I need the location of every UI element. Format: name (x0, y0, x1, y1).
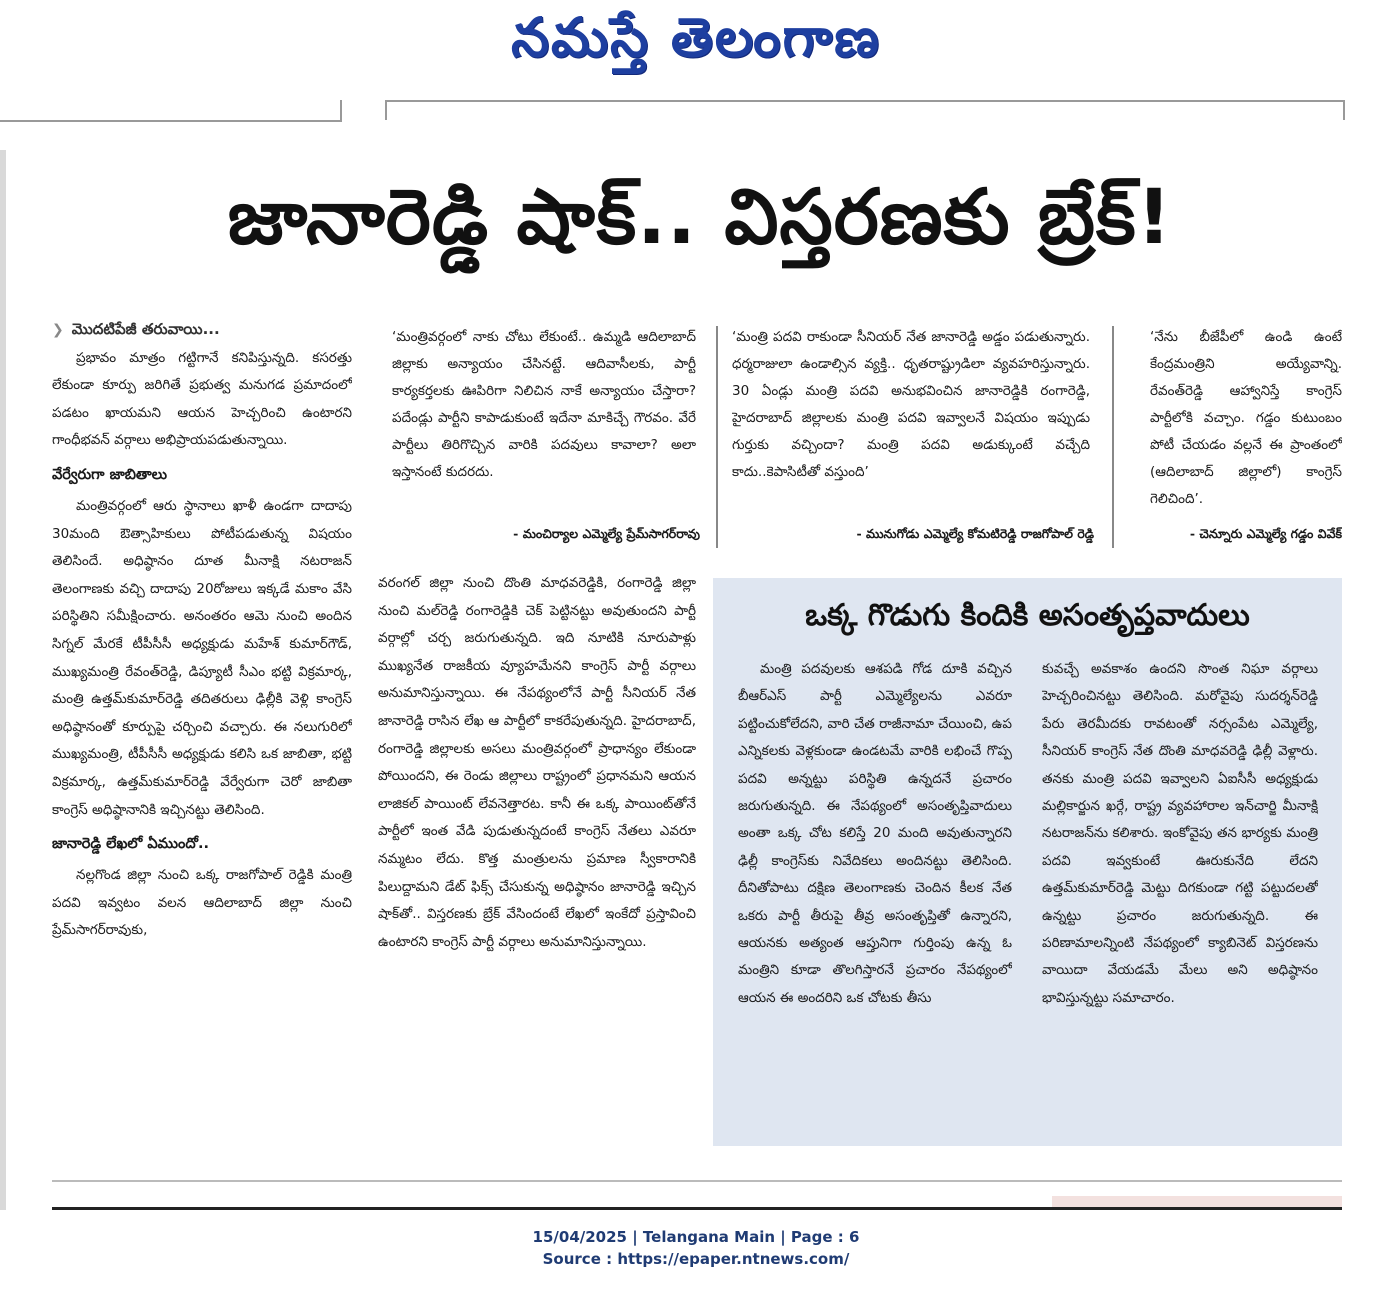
paragraph: వరంగల్ జిల్లా నుంచి దొంతి మాధవరెడ్డికి, రంగారెడ్డి జిల్లా నుంచి మల్‌రెడ్డి రంగారెడ్డికి చెక్ పెట్టినట్టు అవుతుందని పార్టీ వర్గాల్లో చర్చ జరుగుతున్నది. ఇది నూటికి నూరుపాళ్లు ముఖ్యనేత రాజకీయ వ్యూహమేనని కాంగ్రెస్ పార్టీ వర్గాలు అనుమానిస్తున్నాయి. ఈ నేపథ్యంలోనే పార్టీ సీనియర్ నేత జానారెడ్డి రాసిన లేఖ ఆ పార్టీలో కాకరేపుతున్నది. హైదరాబాద్, రంగారెడ్డి జిల్లాలకు అసలు మంత్రివర్గంలో ప్రాధాన్యం లేకుండా పోయిందని, ఈ రెండు జిల్లాలు రాష్ట్రంలో ప్రధానమని ఆయన లాజికల్ పాయింట్ లేవనెత్తారట. కానీ ఈ ఒక్క పాయింట్‌తోనే పార్టీలో ఇంత వేడి పుడుతున్నదంటే కాంగ్రెస్ నేతలు ఎవరూ నమ్మటం లేదు. కొత్త మంత్రులను ప్రమాణ స్వీకారానికి పిలుద్దామని డేట్ ఫిక్స్ చేసుకున్న అధిష్ఠానం జానారెడ్డి ఇచ్చిన షాక్‌తో.. విస్తరణకు బ్రేక్ వేసిందంటే లేఖలో ఇంకేదో ప్రస్తావించి ఉంటారని కాంగ్రెస్ పార్టీ వర్గాలు అనుమానిస్తున్నాయి. (378, 575, 696, 950)
subheading: జానారెడ్డి లేఖలో ఏముందో.. (52, 836, 210, 853)
subheading: వేర్వేరుగా జాబితాలు (52, 466, 168, 483)
left-margin-bar (0, 150, 6, 1210)
quote-block: ‘నేను బీజేపీలో ఉండి ఉంటే కేంద్రమంత్రిని అయ్యేవాన్ని. రేవంత్‌రెడ్డి ఆహ్వానిస్తే కాంగ్రెస్ పార్టీలోకి వచ్చాం. గడ్డం కుటుంబం పోటీ చేయడం వల్లనే ఈ ప్రాంతంలో (ఆదిలాబాద్ జిల్లాలో) కాంగ్రెస్ గెలిచింది’. (1150, 329, 1342, 507)
article-column-1 (52, 316, 352, 1158)
quote-attribution: - మునుగోడు ఎమ్మెల్యే కోమటిరెడ్డి రాజగోపాల్ రెడ్డి (856, 526, 1094, 541)
paragraph: మంత్రివర్గంలో ఆరు స్థానాలు ఖాళీ ఉండగా దాదాపు 30మంది ఔత్సాహికులు పోటీపడుతున్న విషయం తెలిసిందే. అధిష్ఠానం దూత మీనాక్షి నటరాజన్ తెలంగాణకు వచ్చి దాదాపు 20రోజులు ఇక్కడే మకాం వేసి పరిస్థితిని సమీక్షించారు. అనంతరం ఆమె నుంచి అందిన సిగ్నల్ మేరకే టీపీసీసీ అధ్యక్షుడు మహేశ్ కుమార్‌గౌడ్, ముఖ్యమంత్రి రేవంత్‌రెడ్డి, డిప్యూటీ సీఎం భట్టి విక్రమార్క, మంత్రి ఉత్తమ్‌కుమార్‌రెడ్డి తదితరులు ఢిల్లీకి వెళ్లి కాంగ్రెస్ అధిష్ఠానంతో కూర్పుపై చర్చించి వచ్చారు. ఈ నలుగురిలో ముఖ్యమంత్రి, టీపీసీసీ అధ్యక్షుడు కలిసి ఒక జాబితా, భట్టి విక్రమార్క, ఉత్తమ్‌కుమార్‌రెడ్డి వేర్వేరుగా చెరో జాబితా కాంగ్రెస్ అధిష్ఠానానికి ఇచ్చినట్టు తెలిసింది. (52, 497, 352, 818)
sidebar-box-column-1 (738, 656, 1012, 1126)
rule-divider (52, 1180, 1342, 1182)
rule-divider (385, 100, 1345, 102)
column-divider (1112, 326, 1114, 548)
sidebar-box-column-2 (1042, 656, 1318, 1126)
paragraph: నల్లగొండ జిల్లా నుంచి ఒక్క రాజగోపాల్ రెడ్డికి మంత్రి పదవి ఇవ్వటం వలన ఆదిలాబాద్ జిల్లా నుంచి ప్రేమ్‌సాగర్‌రావుకు, (52, 867, 352, 939)
quote-attribution: - చెన్నూరు ఎమ్మెల్యే గడ్డం వివేక్ (1189, 526, 1342, 541)
masthead-title: నమస్తే తెలంగాణ (511, 6, 881, 69)
paragraph: కువచ్చే అవకాశం ఉందని సొంత నిఘా వర్గాలు హెచ్చరించినట్టు తెలిసింది. మరోవైపు సుదర్శన్‌రెడ్డి పేరు తెరమీదకు రావటంతో నర్సంపేట ఎమ్మెల్యే, సీనియర్ కాంగ్రెస్ నేత దొంతి మాధవరెడ్డి ఢిల్లీ వెళ్లారు. తనకు మంత్రి పదవి ఇవ్వాలని ఏఐసీసీ అధ్యక్షుడు మల్లికార్జున ఖర్గే, రాష్ట్ర వ్యవహారాల ఇన్‌చార్జి మీనాక్షి నటరాజన్‌ను కలిశారు. ఇంకోవైపు తన భార్యకు మంత్రి పదవి ఇవ్వకుంటే ఊరుకునేది లేదని ఉత్తమ్‌కుమార్‌రెడ్డి మెట్టు దిగకుండా గట్టి పట్టుదలతో ఉన్నట్టు ప్రచారం జరుగుతున్నది. ఈ పరిణామాలన్నింటి నేపథ్యంలో క్యాబినెట్ విస్తరణను వాయిదా వేయడమే మేలు అని అధిష్ఠానం భావిస్తున్నట్టు సమాచారం. (1042, 661, 1318, 1006)
paragraph: మంత్రి పదవులకు ఆశపడి గోడ దూకి వచ్చిన బీఆర్‌ఎస్ పార్టీ ఎమ్మెల్యేలను ఎవరూ పట్టించుకోలేదని, వారి చేత రాజీనామా చేయించి, ఉప ఎన్నికలకు వెళ్లకుండా ఉండటమే వారికి లభించే గొప్ప పదవి అన్నట్టు పరిస్థితి ఉన్నదనే ప్రచారం జరుగుతున్నది. ఈ నేపథ్యంలో అసంతృప్తివాదులు అంతా ఒక్క చోట కలిస్తే 20 మంది అవుతున్నారని ఢిల్లీ కాంగ్రెస్‌కు నివేదికలు అందినట్టు తెలిసింది. దీనితోపాటు దక్షిణ తెలంగాణకు చెందిన కీలక నేత ఒకరు పార్టీ తీరుపై తీవ్ర అసంతృప్తితో ఉన్నారని, ఆయనకు అత్యంత ఆప్తునిగా గుర్తింపు ఉన్న ఓ మంత్రిని కూడా తొలగిస్తారనే ప్రచారం నేపథ్యంలో ఆయన ఈ అందరిని ఒక చోటకు తీసు (738, 661, 1012, 1006)
quote-block: ‘మంత్రి పదవి రాకుండా సీనియర్ నేత జానారెడ్డి అడ్డం పడుతున్నారు. ధర్మరాజులా ఉండాల్సిన వ్యక్తి.. ధృతరాష్ట్రుడిలా వ్యవహరిస్తున్నారు. 30 ఏండ్లు మంత్రి పదవి అనుభవించిన జానారెడ్డికి రంగారెడ్డి, హైదరాబాద్ జిల్లాలకు మంత్రి పదవి ఇవ్వాలనే విషయం ఇప్పుడు గుర్తుకు వచ్చిందా? మంత్రి పదవి అడుక్కుంటే వచ్చేది కాదు..కెపాసిటీతో వస్తుంది’ (732, 329, 1090, 480)
kicker-text: మొదటిపేజీ తరువాయి... (71, 320, 220, 338)
sidebar-box-title: ఒక్క గొడుగు కిందికి అసంతృప్తవాదులు (805, 598, 1250, 633)
footer-date-edition: 15/04/2025 | Telangana Main | Page : 6 (532, 1228, 860, 1246)
column-divider (716, 326, 718, 548)
quote-block: ‘మంత్రివర్గంలో నాకు చోటు లేకుంటే.. ఉమ్మడి ఆదిలాబాద్ జిల్లాకు అన్యాయం చేసినట్టే. ఆదివాసీలకు, పార్టీ కార్యకర్తలకు ఊపిరిగా నిలిచిన నాకే అన్యాయం చేస్తారా? పదేండ్లు పార్టీని కాపాడుకుంటే ఇదేనా మాకిచ్చే గౌరవం. వేరే పార్టీలు తిరిగొచ్చిన వారికి పదవులు కావాలా? అలా ఇస్తానంటే కుదరదు. (392, 329, 696, 480)
footer-source-link[interactable]: Source : https://epaper.ntnews.com/ (542, 1250, 850, 1268)
masthead (0, 0, 1392, 80)
paragraph: ప్రభావం మాత్రం గట్టిగానే కనిపిస్తున్నది. కసరత్తు లేకుండా కూర్పు జరిగితే ప్రభుత్వ మనుగడ ప్రమాదంలో పడటం ఖాయమని ఆయన హెచ్చరించి ఉంటారని గాంధీభవన్ వర్గాలు అభిప్రాయపడుతున్నాయి. (52, 349, 352, 449)
rule-divider (385, 100, 387, 120)
article-column-2 (378, 570, 696, 1158)
rule-divider (0, 120, 340, 122)
rule-divider (340, 100, 342, 122)
footer (0, 1226, 1392, 1270)
rule-divider (1343, 100, 1345, 120)
quote-attribution: - మంచిర్యాల ఎమ్మెల్యే ప్రేమ్‌సాగర్‌రావు (513, 526, 700, 541)
chevron-right-icon: ❯ (52, 322, 64, 338)
page-bottom-rule (52, 1207, 1342, 1210)
continuation-kicker (52, 316, 352, 345)
headline: జానారెడ్డి షాక్.. విస్తరణకు బ్రేక్! (227, 172, 1173, 261)
